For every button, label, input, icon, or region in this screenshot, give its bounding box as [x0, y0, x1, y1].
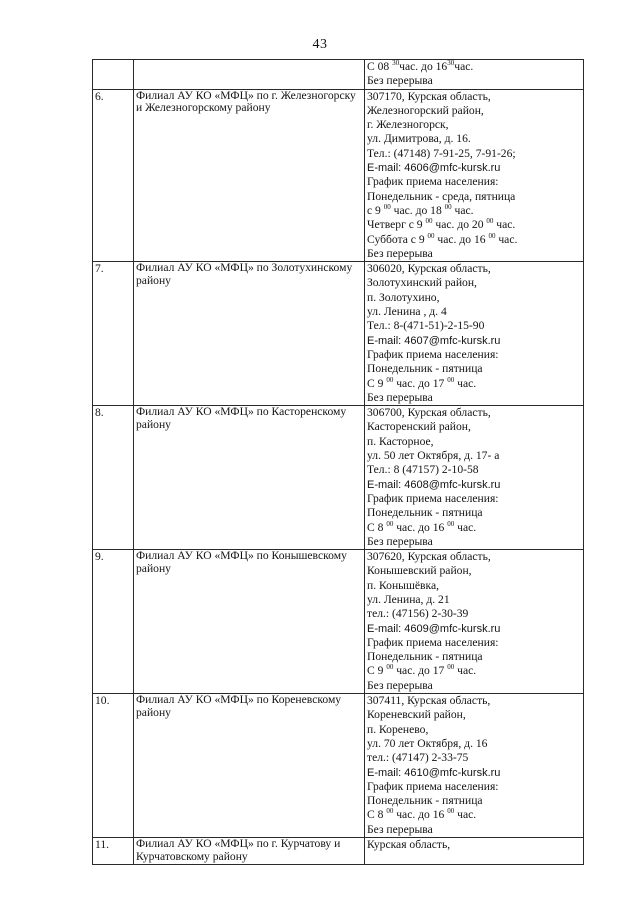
- text-segment: час.: [493, 218, 516, 232]
- text-segment: Четверг с 9: [367, 218, 426, 232]
- address-schedule-cell: [365, 60, 584, 90]
- address-schedule-cell: [365, 694, 584, 838]
- text-segment: час.: [454, 520, 477, 534]
- text-segment: час. до 16: [399, 60, 448, 73]
- text-segment: тел.: (47147) 2-33-75: [367, 751, 469, 765]
- address-line: [367, 492, 581, 506]
- address-line: [367, 550, 581, 564]
- text-segment: г. Железногорск,: [367, 118, 449, 132]
- address-line: [367, 175, 581, 189]
- text-segment: Понедельник - пятница: [367, 794, 483, 808]
- text-segment: с 9: [367, 203, 384, 217]
- text-segment: Тел.: 8 (47157) 2-10-58: [367, 463, 479, 477]
- time-superscript: 00: [427, 231, 435, 240]
- address-line: [367, 406, 581, 420]
- address-line: [367, 74, 581, 88]
- text-segment: 306700, Курская область,: [367, 406, 491, 420]
- text-segment: ул. 50 лет Октября, д. 17- а: [367, 449, 500, 463]
- table-row: [93, 89, 584, 262]
- text-segment: ул. 70 лет Октября, д. 16: [367, 736, 488, 750]
- text-segment: График приема населения:: [367, 491, 499, 505]
- address-line: [367, 607, 581, 621]
- address-line: [367, 708, 581, 722]
- text-segment: Без перерыва: [367, 678, 433, 692]
- text-segment: График приема населения:: [367, 347, 499, 361]
- text-segment: час.: [454, 60, 474, 73]
- text-segment: Понедельник - среда, пятница: [367, 189, 516, 203]
- address-line: [367, 751, 581, 765]
- address-schedule-cell: [365, 89, 584, 262]
- text-segment: Касторенский район,: [367, 420, 471, 434]
- address-line: [367, 463, 581, 477]
- table-body: [93, 60, 584, 865]
- text-segment: час.: [451, 203, 474, 217]
- address-line: [367, 694, 581, 708]
- address-schedule-cell: [365, 262, 584, 406]
- row-number: 11.: [93, 838, 134, 865]
- address-line: [367, 593, 581, 607]
- address-line: [367, 319, 581, 333]
- address-line: [367, 737, 581, 751]
- time-superscript: 00: [447, 519, 455, 528]
- branch-name: Филиал АУ КО «МФЦ» по г. Курчатову и Курчатовскому району: [136, 837, 341, 863]
- time-superscript: 00: [444, 203, 452, 212]
- row-number: 6.: [93, 89, 134, 262]
- address-line: [367, 650, 581, 664]
- text-segment: 307620, Курская область,: [367, 550, 491, 564]
- row-number: 7.: [93, 262, 134, 406]
- row-number: 10.: [93, 694, 134, 838]
- text-segment: 306020, Курская область,: [367, 262, 491, 276]
- branch-name: Филиал АУ КО «МФЦ» по Золотухинскому району: [136, 261, 353, 287]
- address-line: [367, 391, 581, 405]
- text-segment: час. до 18: [390, 203, 445, 217]
- text-segment: час.: [454, 808, 477, 822]
- address-line: [367, 564, 581, 578]
- address-line: [367, 622, 581, 636]
- address-line: [367, 276, 581, 290]
- address-line: [367, 305, 581, 319]
- table-row: [93, 262, 584, 406]
- branch-name-cell: [134, 406, 365, 550]
- address-line: [367, 362, 581, 376]
- address-line: [367, 636, 581, 650]
- text-segment: Тел.: 8-(471-51)-2-15-90: [367, 319, 485, 333]
- text-segment: час.: [454, 664, 477, 678]
- branch-name: Филиал АУ КО «МФЦ» по Кореневскому району: [136, 693, 342, 719]
- row-number: 8.: [93, 406, 134, 550]
- text-segment: тел.: (47156) 2-30-39: [367, 607, 469, 621]
- address-line: [367, 780, 581, 794]
- address-line: [367, 247, 581, 261]
- email-text: E-mail: 4607@mfc-kursk.ru: [367, 334, 501, 347]
- table-row: [93, 60, 584, 90]
- text-segment: 307170, Курская область,: [367, 89, 491, 103]
- address-line: [367, 377, 581, 391]
- text-segment: час.: [495, 232, 518, 246]
- branch-name: Филиал АУ КО «МФЦ» по г. Железногорску и Железногорскому району: [136, 88, 356, 115]
- page-number: 43: [312, 37, 328, 52]
- time-superscript: 00: [386, 519, 394, 528]
- text-segment: Понедельник - пятница: [367, 650, 483, 664]
- text-segment: Кореневский район,: [367, 708, 466, 722]
- address-schedule-cell: [365, 406, 584, 550]
- text-segment: График приема населения:: [367, 175, 499, 189]
- address-schedule-cell: [365, 838, 584, 865]
- branch-name: Филиал АУ КО «МФЦ» по Конышевскому району: [136, 549, 347, 575]
- text-segment: час. до 16: [393, 808, 448, 822]
- text-segment: Без перерыва: [367, 822, 433, 836]
- branches-table: [92, 59, 584, 865]
- address-line: [367, 60, 581, 74]
- text-segment: Без перерыва: [367, 74, 433, 88]
- text-segment: Понедельник - пятница: [367, 362, 483, 376]
- text-segment: час. до 17: [393, 664, 448, 678]
- time-superscript: 00: [486, 217, 494, 226]
- address-line: [367, 823, 581, 837]
- address-line: [367, 348, 581, 362]
- time-superscript: 00: [447, 375, 455, 384]
- text-segment: ул. Ленина , д. 4: [367, 305, 447, 319]
- address-line: [367, 190, 581, 204]
- text-segment: ул. Димитрова, д. 16.: [367, 132, 471, 146]
- text-segment: час. до 17: [393, 376, 448, 390]
- address-line: [367, 291, 581, 305]
- time-superscript: 00: [425, 217, 433, 226]
- address-line: [367, 579, 581, 593]
- address-line: [367, 147, 581, 161]
- text-segment: Конышевский район,: [367, 564, 472, 578]
- address-line: [367, 262, 581, 276]
- text-segment: Без перерыва: [367, 534, 433, 548]
- address-line: [367, 521, 581, 535]
- text-segment: Суббота с 9: [367, 232, 428, 246]
- text-segment: п. Касторное,: [367, 434, 434, 448]
- text-segment: С 08: [367, 60, 393, 73]
- text-segment: График приема населения:: [367, 635, 499, 649]
- time-superscript: 00: [386, 807, 394, 816]
- address-line: [367, 766, 581, 780]
- email-text: E-mail: 4608@mfc-kursk.ru: [367, 478, 501, 491]
- time-superscript: 30: [392, 59, 400, 68]
- time-superscript: 00: [447, 807, 455, 816]
- email-text: E-mail: 4609@mfc-kursk.ru: [367, 622, 501, 635]
- address-line: [367, 794, 581, 808]
- address-line: [367, 204, 581, 218]
- branch-name-cell: [134, 550, 365, 694]
- branch-name-cell: [134, 60, 365, 90]
- text-segment: час. до 16: [393, 520, 448, 534]
- email-text: E-mail: 4606@mfc-kursk.ru: [367, 162, 501, 175]
- address-line: [367, 218, 581, 232]
- address-line: [367, 118, 581, 132]
- address-line: [367, 723, 581, 737]
- address-line: [367, 478, 581, 492]
- text-segment: График приема населения:: [367, 779, 499, 793]
- address-line: [367, 506, 581, 520]
- text-segment: Золотухинский район,: [367, 276, 477, 290]
- text-segment: час. до 16: [434, 232, 489, 246]
- table-row: [93, 838, 584, 865]
- time-superscript: 00: [383, 203, 391, 212]
- address-line: [367, 334, 581, 348]
- row-number: 9.: [93, 550, 134, 694]
- text-segment: п. Золотухино,: [367, 290, 440, 304]
- time-superscript: 00: [386, 375, 394, 384]
- text-segment: Без перерыва: [367, 390, 433, 404]
- text-segment: С 8: [367, 520, 387, 534]
- address-line: [367, 535, 581, 549]
- branch-name: Филиал АУ КО «МФЦ» по Касторенскому району: [136, 405, 347, 431]
- time-superscript: 00: [386, 663, 394, 672]
- text-segment: Курская область,: [367, 838, 451, 852]
- row-number: [93, 60, 134, 90]
- address-line: [367, 679, 581, 693]
- text-segment: 307411, Курская область,: [367, 694, 491, 708]
- address-line: [367, 420, 581, 434]
- text-segment: С 8: [367, 808, 387, 822]
- address-line: [367, 808, 581, 822]
- text-segment: С 9: [367, 376, 387, 390]
- address-line: [367, 90, 581, 104]
- text-segment: час. до 20: [432, 218, 487, 232]
- address-line: [367, 132, 581, 146]
- table-row: [93, 694, 584, 838]
- address-line: [367, 233, 581, 247]
- text-segment: С 9: [367, 664, 387, 678]
- text-segment: п. Конышёвка,: [367, 578, 439, 592]
- address-line: [367, 664, 581, 678]
- branch-name-cell: [134, 89, 365, 262]
- time-superscript: 00: [447, 663, 455, 672]
- text-segment: ул. Ленина, д. 21: [367, 592, 450, 606]
- branch-name-cell: [134, 838, 365, 865]
- address-line: [367, 104, 581, 118]
- text-segment: Понедельник - пятница: [367, 506, 483, 520]
- address-line: [367, 838, 581, 852]
- text-segment: Тел.: (47148) 7-91-25, 7-91-26;: [367, 146, 516, 160]
- address-line: [367, 449, 581, 463]
- time-superscript: 30: [447, 59, 455, 68]
- time-superscript: 00: [488, 231, 496, 240]
- address-line: [367, 435, 581, 449]
- text-segment: п. Коренево,: [367, 722, 429, 736]
- address-line: [367, 161, 581, 175]
- branch-name-cell: [134, 262, 365, 406]
- address-schedule-cell: [365, 550, 584, 694]
- table-row: [93, 406, 584, 550]
- email-text: E-mail: 4610@mfc-kursk.ru: [367, 766, 501, 779]
- table-row: [93, 550, 584, 694]
- branch-name-cell: [134, 694, 365, 838]
- text-segment: Без перерыва: [367, 246, 433, 260]
- text-segment: Железногорский район,: [367, 103, 484, 117]
- text-segment: час.: [454, 376, 477, 390]
